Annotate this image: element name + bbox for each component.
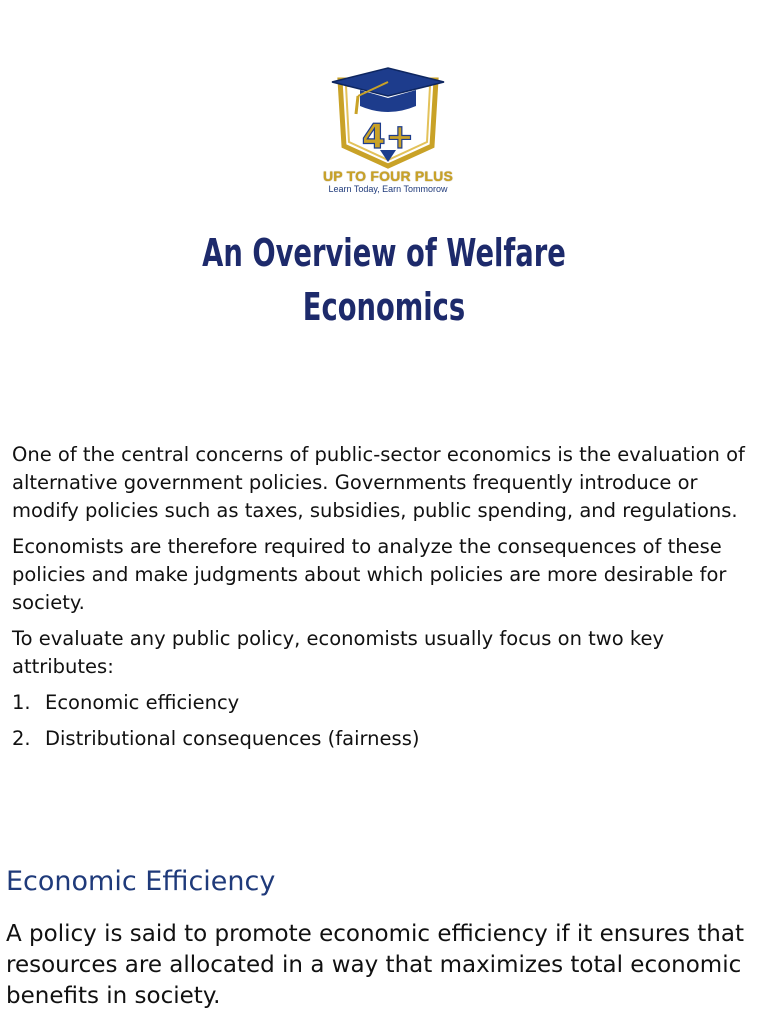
list-item xyxy=(12,689,760,717)
section-body: A policy is said to promote economic efficiency if it ensures that resources are allocated in a way that maximizes total economic benefits in society. xyxy=(6,921,744,1009)
intro-section xyxy=(12,441,760,761)
list-text: Distributional consequences (fairness) xyxy=(45,727,420,750)
logo-name: UP TO FOUR PLUS xyxy=(322,168,454,184)
list-item xyxy=(12,725,760,753)
title-line-2: Economics xyxy=(302,285,466,329)
logo-tagline: Learn Today, Earn Tommorow xyxy=(328,184,448,194)
list-number: 1. xyxy=(12,691,31,714)
logo-mark: 4+ xyxy=(361,117,415,157)
attributes-list xyxy=(12,689,760,753)
list-number: 2. xyxy=(12,727,31,750)
page-title xyxy=(108,226,661,334)
intro-paragraph: One of the central concerns of public-sector economics is the evaluation of alternative government policies. Governments frequently introduce or modify policies such as taxes, subsidies, public spending, and regulations. xyxy=(12,443,745,522)
logo xyxy=(318,62,458,198)
title-line-1: An Overview of Welfare xyxy=(202,231,566,275)
intro-paragraph: To evaluate any public policy, economists usually focus on two key attributes: xyxy=(12,627,664,678)
section-heading: Economic Efficiency xyxy=(6,866,276,897)
graduation-cap-shield-icon xyxy=(318,62,458,170)
list-text: Economic efficiency xyxy=(45,691,240,714)
intro-paragraph: Economists are therefore required to analyze the consequences of these policies and make judgments about which policies are more desirable for society. xyxy=(12,535,727,614)
